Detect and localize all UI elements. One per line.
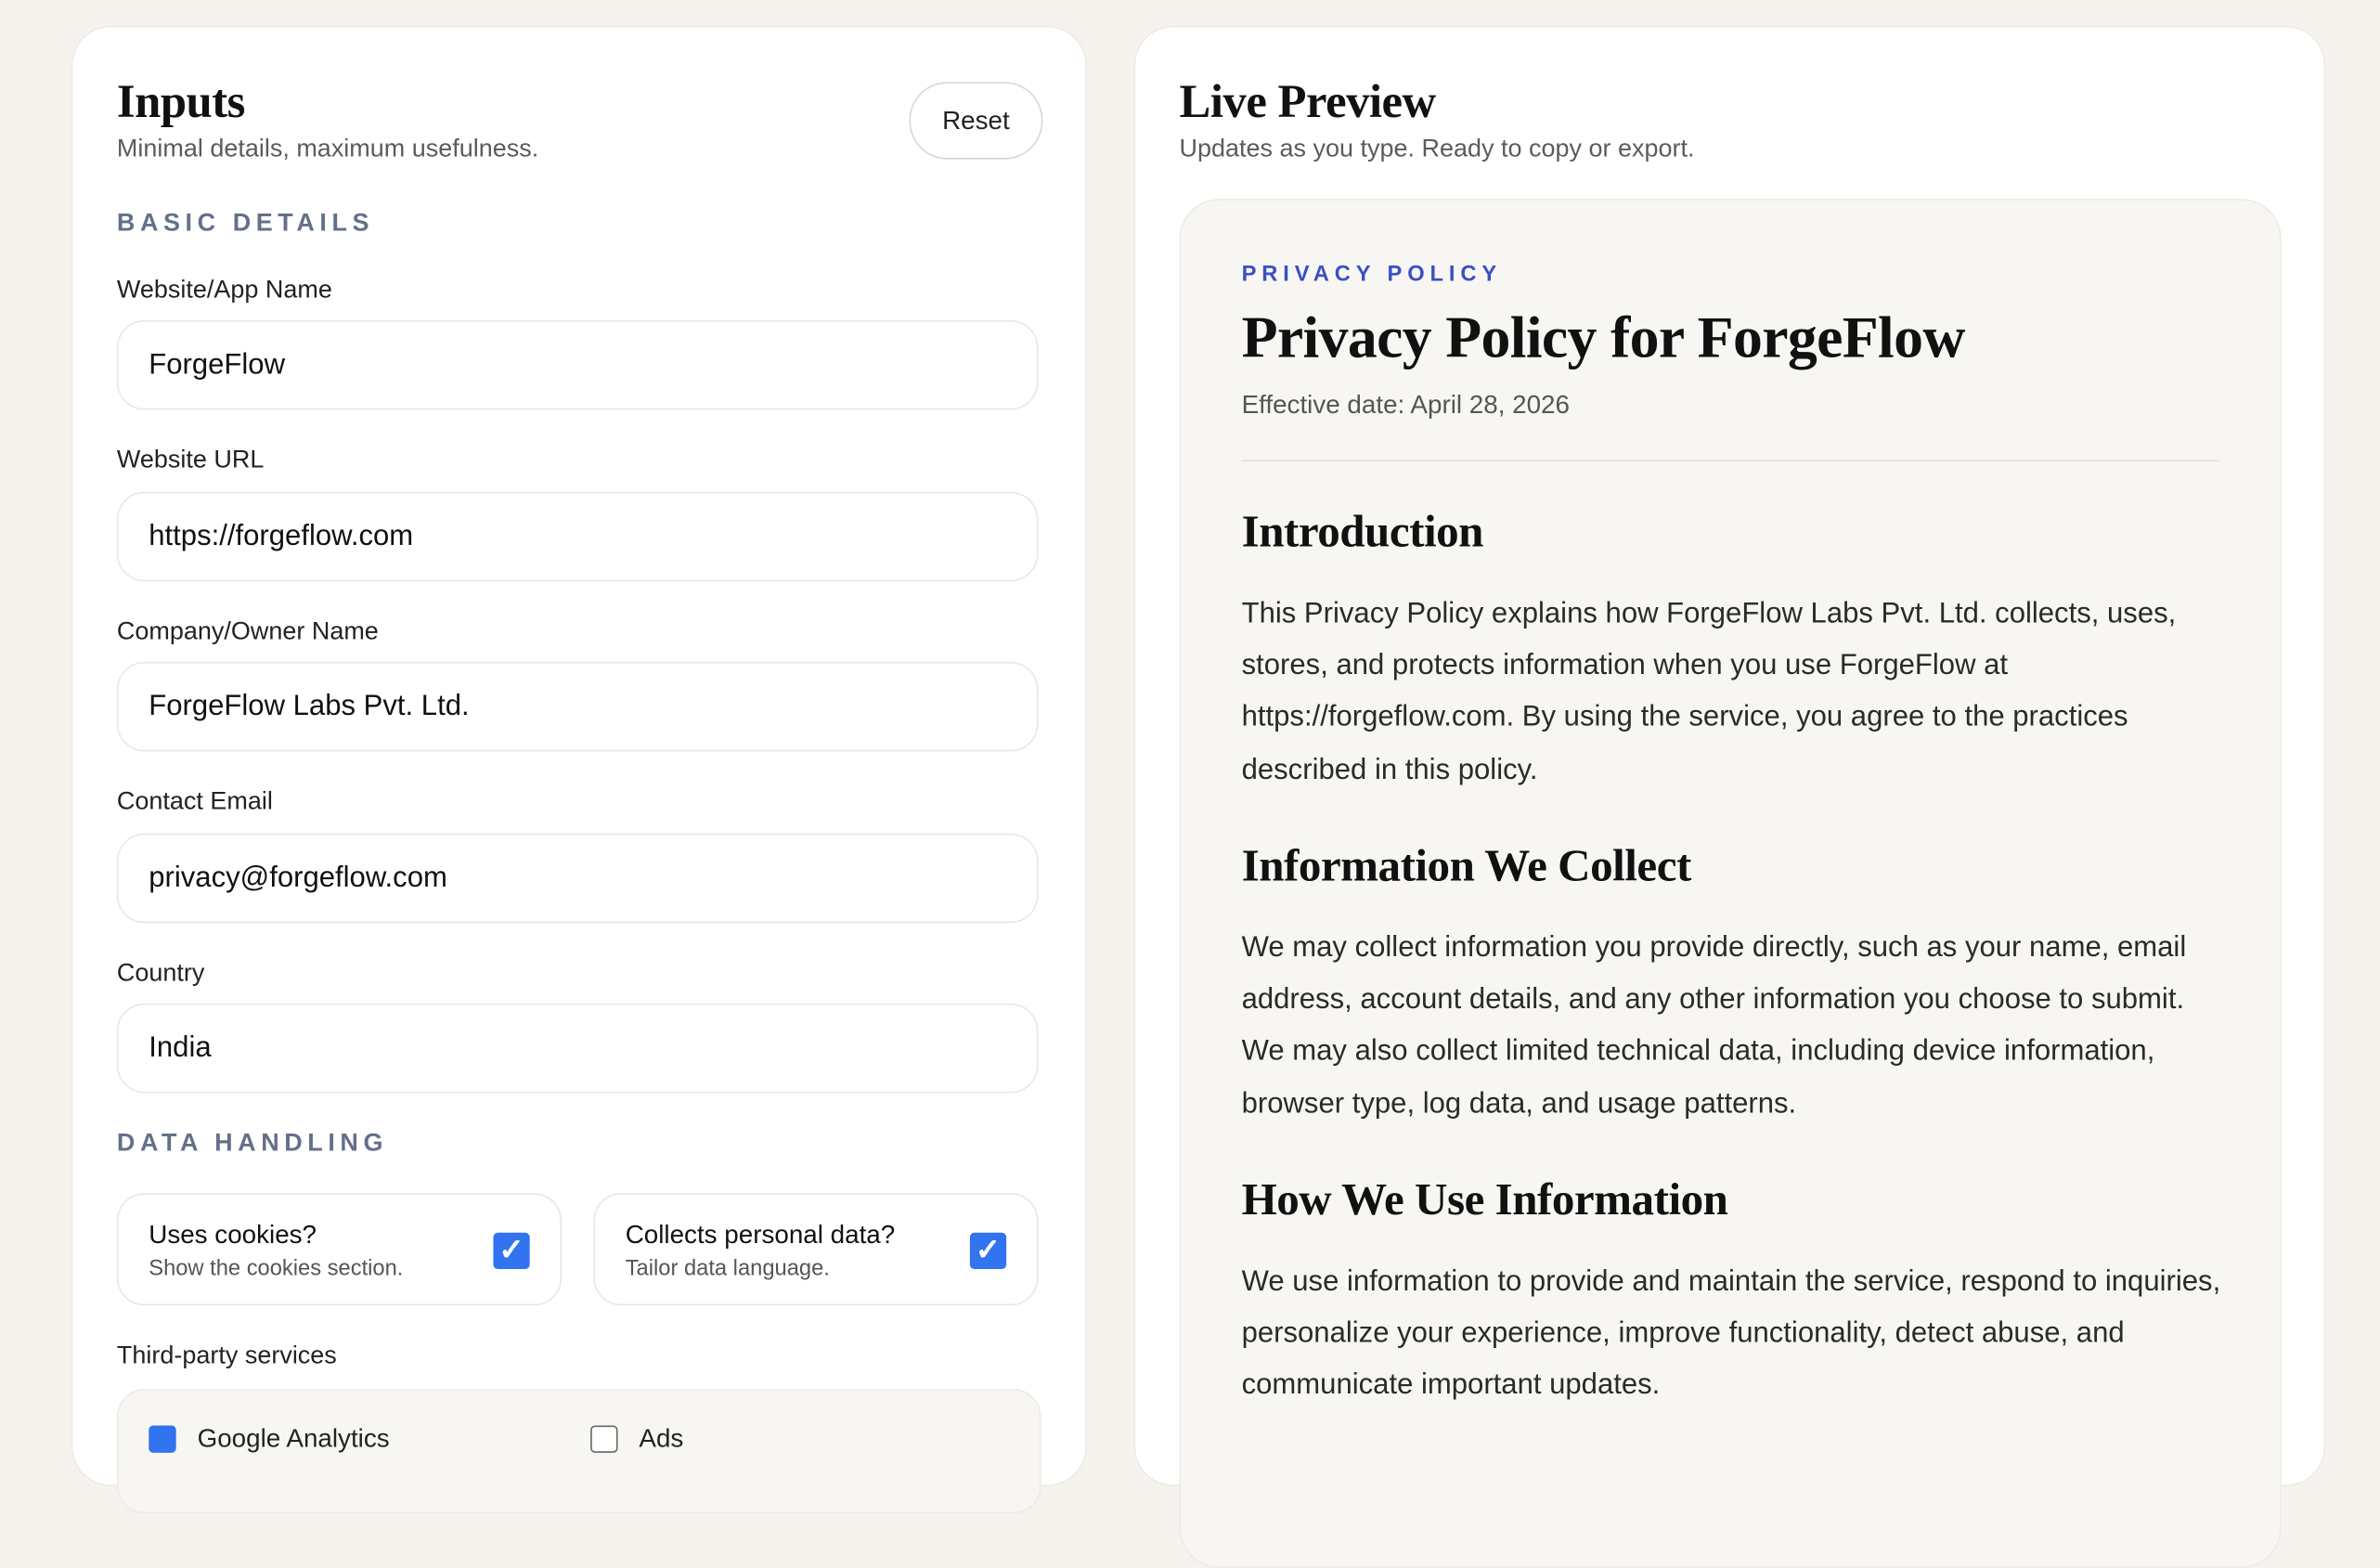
- collects-data-title: Collects personal data?: [625, 1220, 896, 1250]
- contact-email-input[interactable]: privacy@forgeflow.com: [117, 834, 1039, 923]
- country-input[interactable]: India: [117, 1004, 1039, 1093]
- website-url-label: Website URL: [116, 446, 265, 474]
- preview-subtitle: Updates as you type. Ready to copy or export.: [1179, 135, 1695, 162]
- uses-cookies-title: Uses cookies?: [149, 1220, 317, 1250]
- collects-personal-data-toggle[interactable]: [593, 1193, 1038, 1305]
- third-party-label: Third-party services: [116, 1341, 337, 1369]
- contact-email-label: Contact Email: [116, 787, 273, 816]
- service-google-analytics[interactable]: [149, 1424, 389, 1455]
- country-label: Country: [116, 959, 205, 987]
- policy-kicker: PRIVACY POLICY: [1241, 262, 1503, 288]
- section-body: We use information to provide and maintain the service, respond to inquiries, personalize your experience, improve functionality, detect abuse, and communicate important updates.: [1241, 1265, 2221, 1402]
- preview-title: Live Preview: [1179, 74, 1436, 128]
- collects-data-checkbox[interactable]: [970, 1233, 1006, 1269]
- effective-date: Effective date: April 28, 2026: [1241, 390, 1571, 420]
- inputs-title: Inputs: [116, 74, 245, 128]
- service-ads[interactable]: [590, 1424, 683, 1455]
- collects-data-desc: Tailor data language.: [625, 1256, 830, 1282]
- basic-details-heading: BASIC DETAILS: [116, 209, 375, 238]
- live-preview-panel: [1133, 26, 2325, 1486]
- checkbox-checked-icon[interactable]: [149, 1425, 175, 1452]
- checkbox-unchecked-icon[interactable]: [590, 1425, 617, 1452]
- uses-cookies-checkbox[interactable]: [493, 1233, 529, 1269]
- inputs-panel: [71, 26, 1087, 1486]
- section-body: We may collect information you provide directly, such as your name, email address, account details, and any other information you choose to submit. We may also collect limited technical data, including device information, browser type, log data, and usage patterns.: [1241, 932, 2187, 1121]
- reset-button[interactable]: Reset: [909, 82, 1042, 159]
- inputs-subtitle: Minimal details, maximum usefulness.: [116, 135, 539, 162]
- section-heading: Introduction: [1241, 507, 1483, 558]
- section-heading: Information We Collect: [1241, 840, 1691, 891]
- company-name-label: Company/Owner Name: [116, 617, 379, 645]
- uses-cookies-desc: Show the cookies section.: [149, 1256, 404, 1282]
- section-body: This Privacy Policy explains how ForgeFlow Labs Pvt. Ltd. collects, uses, stores, and protects information when you use ForgeFlow at https://forgeflow.com. By using the service, you agree to the practices described in this policy.: [1241, 598, 2177, 786]
- check-icon: ✓: [975, 1234, 1002, 1268]
- company-name-input[interactable]: ForgeFlow Labs Pvt. Ltd.: [117, 662, 1039, 751]
- check-icon: ✓: [498, 1234, 524, 1268]
- policy-title: Privacy Policy for ForgeFlow: [1241, 305, 1965, 370]
- service-label: Google Analytics: [197, 1423, 390, 1453]
- website-url-input[interactable]: https://forgeflow.com: [117, 492, 1039, 581]
- uses-cookies-toggle[interactable]: [117, 1193, 562, 1305]
- service-label: Ads: [639, 1423, 684, 1453]
- policy-document: [1180, 199, 2282, 1568]
- section-heading: How We Use Information: [1241, 1174, 1728, 1225]
- website-name-label: Website/App Name: [116, 276, 332, 305]
- website-name-input[interactable]: ForgeFlow: [117, 320, 1039, 409]
- divider: [1242, 460, 2219, 461]
- data-handling-heading: DATA HANDLING: [116, 1129, 388, 1158]
- third-party-services-list: [117, 1389, 1041, 1513]
